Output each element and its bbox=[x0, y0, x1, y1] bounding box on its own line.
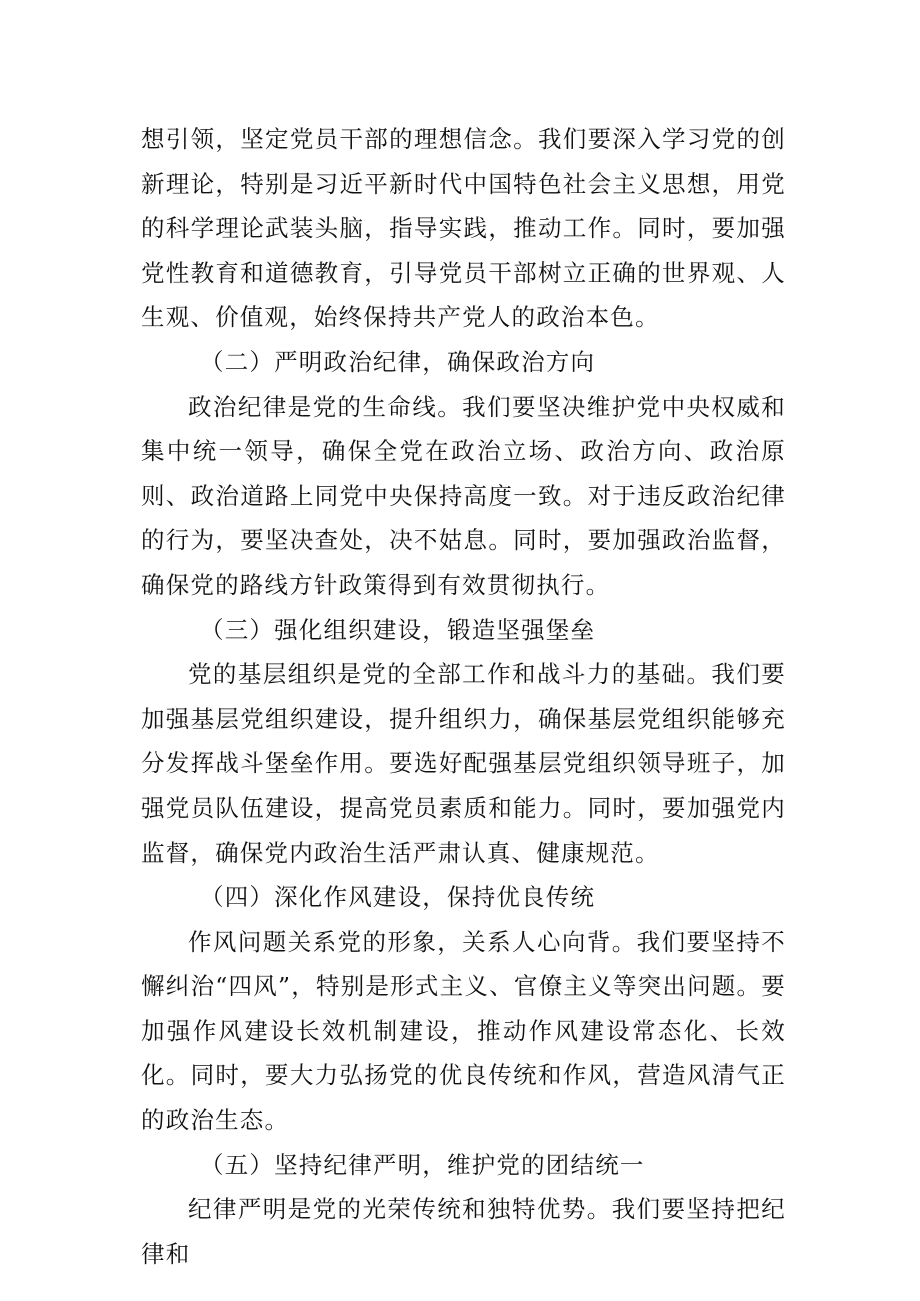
paragraph-organization-building: 党的基层组织是党的全部工作和战斗力的基础。我们要加强基层党组织建设，提升组织力，确保基层党组织能够充分发挥战斗堡垒作用。要选好配强基层党组织领导班子，加强党员队伍建设，提高党员素质和能力。同时，要加强党内监督，确保党内政治生活严肃认真、健康规范。 bbox=[141, 660, 786, 867]
heading-political-discipline: （二）严明政治纪律，确保政治方向 bbox=[200, 347, 596, 376]
heading-strict-discipline: （五）坚持纪律严明，维护党的团结统一 bbox=[200, 1150, 645, 1179]
heading-organization-building: （三）强化组织建设，锻造坚强堡垒 bbox=[200, 615, 596, 644]
paragraph-ideal-belief: 想引领，坚定党员干部的理想信念。我们要深入学习党的创新理论，特别是习近平新时代中国特色社会主义思想，用党的科学理论武装头脑，指导实践，推动工作。同时，要加强党性教育和道德教育，引导党员干部树立正确的世界观、人生观、价值观，始终保持共产党人的政治本色。 bbox=[141, 125, 786, 332]
heading-work-style: （四）深化作风建设，保持优良传统 bbox=[200, 883, 596, 912]
paragraph-work-style: 作风问题关系党的形象，关系人心向背。我们要坚持不懈纠治“四风”，特别是形式主义、官僚主义等突出问题。要加强作风建设长效机制建设，推动作风建设常态化、长效化。同时，要大力弘扬党的优良传统和作风，营造风清气正的政治生态。 bbox=[141, 927, 786, 1135]
paragraph-political-discipline: 政治纪律是党的生命线。我们要坚决维护党中央权威和集中统一领导，确保全党在政治立场、政治方向、政治原则、政治道路上同党中央保持高度一致。对于违反政治纪律的行为，要坚决查处，决不姑息。同时，要加强政治监督，确保党的路线方针政策得到有效贯彻执行。 bbox=[141, 392, 786, 599]
document-body bbox=[141, 117, 786, 1276]
paragraph-strict-discipline: 纪律严明是党的光荣传统和独特优势。我们要坚持把纪律和 bbox=[141, 1195, 786, 1268]
